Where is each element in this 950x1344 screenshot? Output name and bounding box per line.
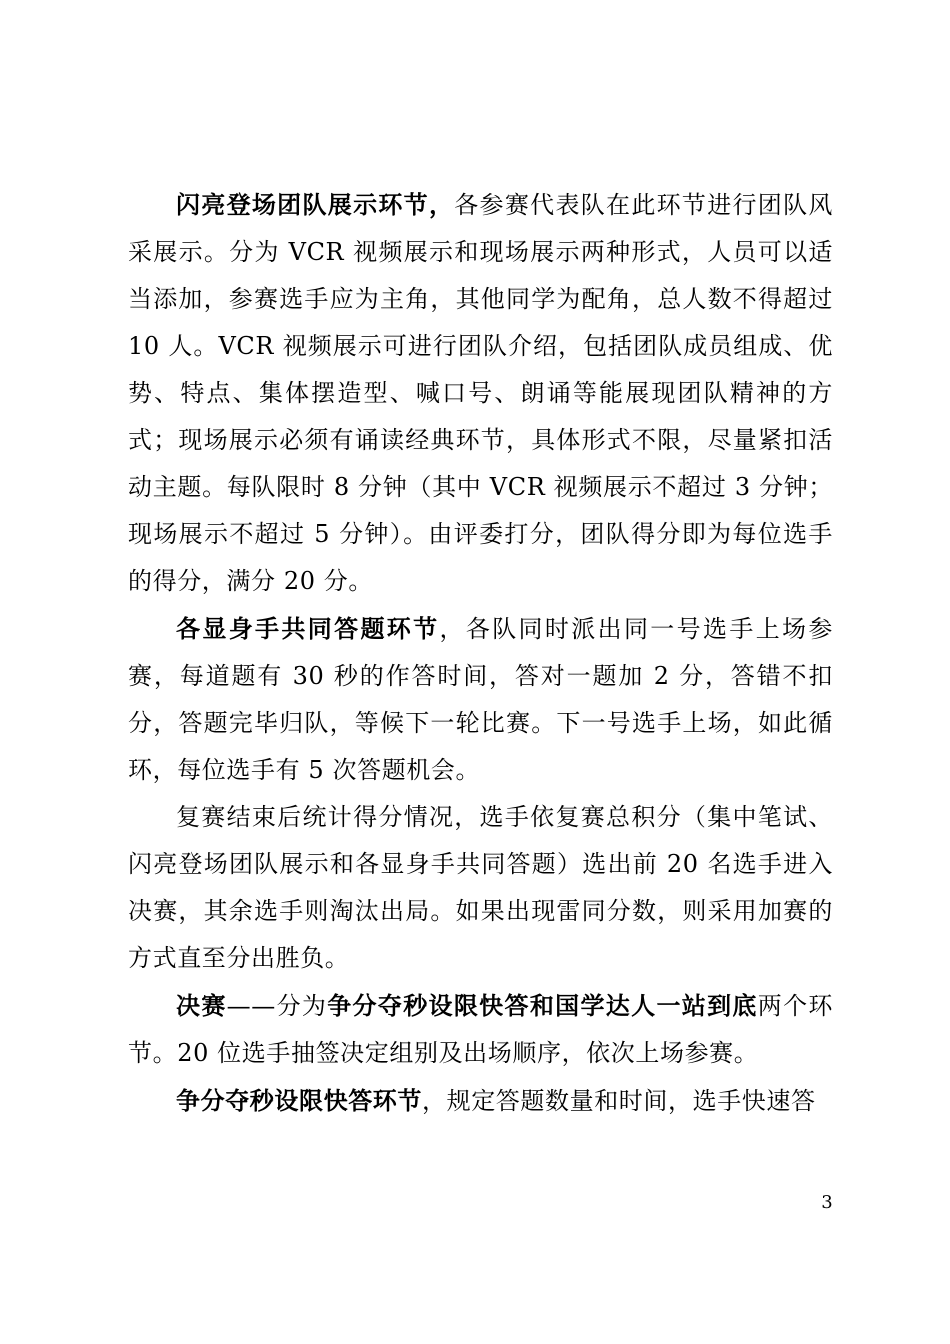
page-number: 3 [821, 1192, 833, 1213]
text-final-dash: ——分为 [226, 992, 328, 1020]
body-text [128, 181, 833, 1125]
text-semifinal-result: 复赛结束后统计得分情况，选手依复赛总积分（集中笔试、闪亮登场团队展示和各显身手共同答题）选出前 20 名选手进入决赛，其余选手则淘汰出局。如果出现雷同分数，则采用加赛的方式直至分出胜负。 [128, 803, 833, 972]
heading-final-sections: 争分夺秒设限快答和国学达人一站到底 [327, 991, 758, 1020]
paragraph-joint-answer [128, 605, 833, 794]
heading-final: 决赛 [176, 991, 227, 1020]
text-joint-answer: ，各队同时派出同一号选手上场参赛，每道题有 30 秒的作答时间，答对一题加 2 分，答错不扣分，答题完毕归队，等候下一轮比赛。下一号选手上场，如此循环，每位选手有 5 次答题机会。 [128, 615, 833, 784]
paragraph-final [128, 982, 833, 1077]
heading-quick-answer: 争分夺秒设限快答环节 [176, 1086, 422, 1115]
paragraph-team-showcase [128, 181, 833, 605]
heading-joint-answer: 各显身手共同答题环节 [176, 614, 440, 643]
paragraph-semifinal-result [128, 794, 833, 982]
text-team-showcase: 各参赛代表队在此环节进行团队风采展示。分为 VCR 视频展示和现场展示两种形式，人员可以适当添加，参赛选手应为主角，其他同学为配角，总人数不得超过 10 人。VCR 视频展示可进行团队介绍，包括团队成员组成、优势、特点、集体摆造型、喊口号、朗诵等能展现团队精神的方式；现场展示必须有诵读经典环节，具体形式不限，尽量紧扣活动主题。每队限时 8 分钟（其中 VCR 视频展示不超过 3 分钟；现场展示不超过 5 分钟）。由评委打分，团队得分即为每位选手的得分，满分 20 分。 [128, 191, 834, 595]
paragraph-quick-answer [128, 1077, 833, 1125]
text-final-description: 两个环节。20 位选手抽签决定组别及出场顺序，依次上场参赛。 [128, 992, 833, 1067]
text-quick-answer: ，规定答题数量和时间，选手快速答 [422, 1087, 816, 1115]
heading-team-showcase: 闪亮登场团队展示环节， [176, 190, 455, 219]
